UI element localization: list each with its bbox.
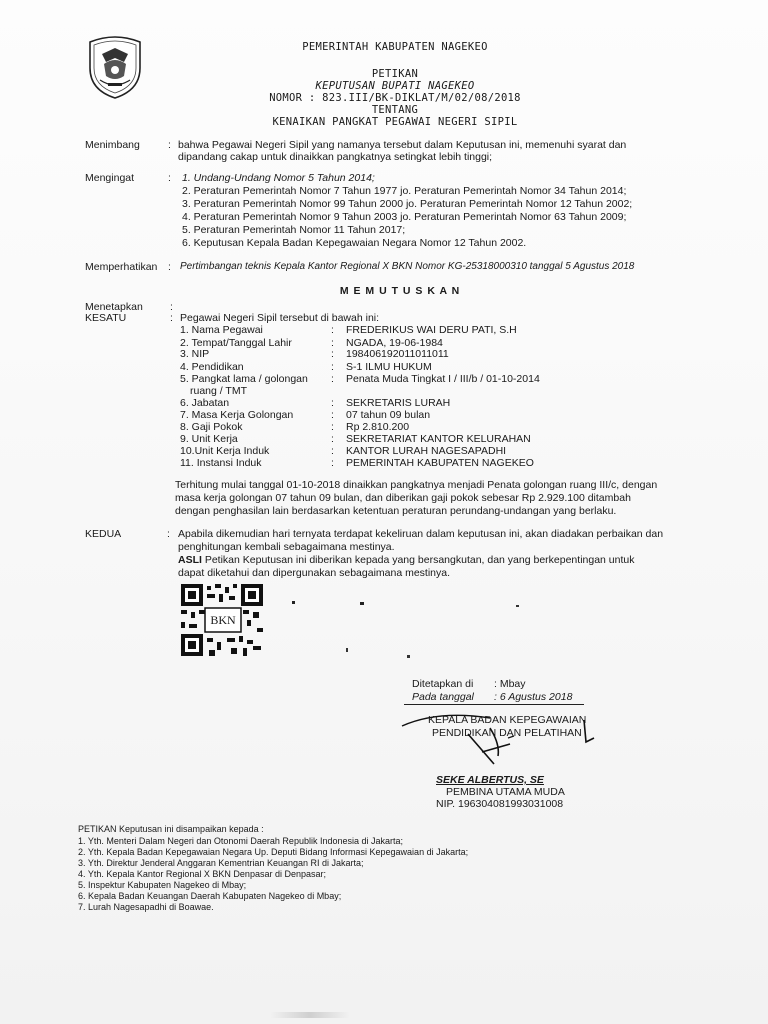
ditetapkan-value: : Mbay	[494, 678, 526, 690]
field-label: 1. Nama Pegawai	[180, 324, 263, 336]
field-colon: :	[331, 457, 334, 469]
mengingat-label: Mengingat	[85, 172, 135, 184]
field-value: 198406192011011011	[346, 348, 449, 360]
memperhatikan-label: Memperhatikan	[85, 261, 158, 273]
field-value: NGADA, 19-06-1984	[346, 337, 443, 349]
kedua-colon: :	[167, 528, 170, 540]
header-subject: KENAIKAN PANGKAT PEGAWAI NEGERI SIPIL	[272, 116, 518, 128]
handwritten-signature-icon	[398, 708, 608, 778]
field-colon: :	[331, 445, 334, 457]
kesatu-intro: Pegawai Negeri Sipil tersebut di bawah ini:	[180, 312, 380, 324]
memperhatikan-text: Pertimbangan teknis Kepala Kantor Regional X BKN Nomor KG-25318000310 tanggal 5 Agustus 2018	[180, 261, 635, 272]
tembusan-item: 2. Yth. Kepala Badan Kepegawaian Negara Up. Deputi Bidang Informasi Kepegawaian di Jakarta;	[78, 847, 469, 857]
mengingat-item: 2. Peraturan Pemerintah Nomor 7 Tahun 1977 jo. Peraturan Pemerintah Nomor 34 Tahun 2014;	[182, 185, 627, 197]
menimbang-line-1: bahwa Pegawai Negeri Sipil yang namanya tersebut dalam Keputusan ini, memenuhi syarat dan	[178, 139, 627, 151]
menetapkan-colon: :	[170, 301, 173, 313]
memutuskan-heading: M E M U T U S K A N	[339, 285, 461, 297]
field-label: 7. Masa Kerja Golongan	[180, 409, 294, 421]
qr-caption: BKN	[210, 613, 236, 627]
menimbang-colon: :	[168, 139, 171, 151]
field-label: 11. Instansi Induk	[180, 457, 262, 469]
scan-speck	[346, 648, 348, 652]
tanggal-value: : 6 Agustus 2018	[494, 691, 573, 703]
tembusan-item: 5. Inspektur Kabupaten Nagekeo di Mbay;	[78, 880, 247, 890]
mengingat-item: 4. Peraturan Pemerintah Nomor 9 Tahun 2003 jo. Peraturan Pemerintah Nomor 63 Tahun 2009;	[182, 211, 627, 223]
field-label: 8. Gaji Pokok	[180, 421, 243, 433]
field-label: 6. Jabatan	[180, 397, 230, 409]
asli-bold: ASLI	[178, 554, 202, 566]
header-tentang: TENTANG	[371, 104, 419, 116]
kedua-line-3	[178, 554, 635, 566]
scan-speck	[516, 605, 519, 607]
field-value: PEMERINTAH KABUPATEN NAGEKEO	[346, 457, 534, 469]
field-colon: :	[331, 373, 334, 385]
menetapkan-label: Menetapkan	[85, 301, 143, 313]
kesatu-colon: :	[170, 312, 173, 324]
kesatu-paragraph-line: dengan penghasilan lain berdasarkan ketentuan peraturan perundang-undangan yang berlaku.	[175, 505, 617, 517]
field-value: 07 tahun 09 bulan	[346, 409, 431, 421]
field-colon: :	[331, 324, 334, 336]
tanggal-label: Pada tanggal	[412, 691, 474, 703]
mengingat-item: 3. Peraturan Pemerintah Nomor 99 Tahun 2000 jo. Peraturan Pemerintah Nomor 12 Tahun 2002;	[182, 198, 633, 210]
menimbang-line-2: dipandang cakap untuk dinaikkan pangkatnya setingkat lebih tinggi;	[178, 151, 493, 163]
field-value: FREDERIKUS WAI DERU PATI, S.H	[346, 324, 517, 336]
field-value: SEKRETARIAT KANTOR KELURAHAN	[346, 433, 531, 445]
kedua-label: KEDUA	[85, 528, 122, 540]
scan-artifact	[270, 1012, 350, 1018]
scan-speck	[292, 601, 295, 604]
kesatu-label: KESATU	[85, 312, 127, 324]
field-label: 3. NIP	[180, 348, 210, 360]
signatory-title-2: PENDIDIKAN DAN PELATIHAN	[432, 727, 582, 739]
mengingat-item: 5. Peraturan Pemerintah Nomor 11 Tahun 2017;	[182, 224, 406, 236]
field-label: 10.Unit Kerja Induk	[180, 445, 270, 457]
kedua-line-1: Apabila dikemudian hari ternyata terdapat kekeliruan dalam keputusan ini, akan diadakan perbaikan dan	[178, 528, 664, 540]
field-value: Penata Muda Tingkat I / III/b / 01-10-2014	[346, 373, 540, 385]
field-label: 2. Tempat/Tanggal Lahir	[180, 337, 292, 349]
kesatu-paragraph-line: masa kerja golongan 07 tahun 09 bulan, dan diberikan gaji pokok sebesar Rp 2.929.100 ditambah	[175, 492, 631, 504]
tembusan-intro: PETIKAN Keputusan ini disampaikan kepada :	[78, 824, 264, 834]
scan-speck	[407, 655, 410, 658]
field-value: SEKRETARIS LURAH	[346, 397, 451, 409]
tembusan-item: 7. Lurah Nagesapadhi di Boawae.	[78, 902, 214, 912]
tembusan-item: 6. Kepala Badan Keuangan Daerah Kabupaten Nagekeo di Mbay;	[78, 891, 342, 901]
header-petikan: PETIKAN	[371, 68, 419, 80]
kesatu-paragraph-line: Terhitung mulai tanggal 01-10-2018 dinaikkan pangkatnya menjadi Penata golongan ruang III/c, dengan	[175, 479, 658, 491]
tembusan-item: 1. Yth. Menteri Dalam Negeri dan Otonomi Daerah Republik Indonesia di Jakarta;	[78, 836, 404, 846]
memperhatikan-colon: :	[168, 261, 171, 273]
kedua-line-4: dapat diketahui dan dipergunakan sebagaimana mestinya.	[178, 567, 451, 579]
signatory-rank: PEMBINA UTAMA MUDA	[446, 786, 565, 798]
field-colon: :	[331, 433, 334, 445]
field-colon: :	[331, 348, 334, 360]
field-colon: :	[331, 421, 334, 433]
field-value: Rp 2.810.200	[346, 421, 410, 433]
kedua-line-2: penghitungan kembali sebagaimana mestinya.	[178, 541, 395, 553]
field-label: 5. Pangkat lama / golongan	[180, 373, 308, 385]
mengingat-colon: :	[168, 172, 171, 184]
tembusan-item: 3. Yth. Direktur Jenderal Anggaran Kementrian Keuangan RI di Jakarta;	[78, 858, 364, 868]
field-value: KANTOR LURAH NAGESAPADHI	[346, 445, 507, 457]
mengingat-item: 1. Undang-Undang Nomor 5 Tahun 2014;	[182, 172, 375, 184]
kedua-line-3-text: Petikan Keputusan ini diberikan kepada yang bersangkutan, dan yang berkepentingan untuk	[201, 554, 635, 566]
field-colon: :	[331, 361, 334, 373]
header-decree: KEPUTUSAN BUPATI NAGEKEO	[315, 80, 475, 92]
header-number: NOMOR : 823.III/BK-DIKLAT/M/02/08/2018	[269, 92, 521, 104]
mengingat-item: 6. Keputusan Kepala Badan Kepegawaian Negara Nomor 12 Tahun 2002.	[182, 237, 527, 249]
tembusan-item: 4. Yth. Kepala Kantor Regional X BKN Denpasar di Denpasar;	[78, 869, 326, 879]
field-label-continued: ruang / TMT	[190, 385, 247, 397]
signatory-title-1: KEPALA BADAN KEPEGAWAIAN	[428, 714, 587, 726]
header-government: PEMERINTAH KABUPATEN NAGEKEO	[302, 41, 488, 53]
menimbang-label: Menimbang	[85, 139, 140, 151]
field-colon: :	[331, 397, 334, 409]
date-underline	[404, 704, 584, 705]
field-colon: :	[331, 337, 334, 349]
field-value: S-1 ILMU HUKUM	[346, 361, 432, 373]
signatory-name: SEKE ALBERTUS, SE	[436, 774, 544, 786]
scan-speck	[360, 602, 364, 605]
ditetapkan-label: Ditetapkan di	[412, 678, 474, 690]
field-label: 9. Unit Kerja	[180, 433, 238, 445]
field-colon: :	[331, 409, 334, 421]
signatory-nip: NIP. 196304081993031008	[436, 798, 564, 810]
field-label: 4. Pendidikan	[180, 361, 244, 373]
regency-emblem-icon	[84, 34, 146, 100]
